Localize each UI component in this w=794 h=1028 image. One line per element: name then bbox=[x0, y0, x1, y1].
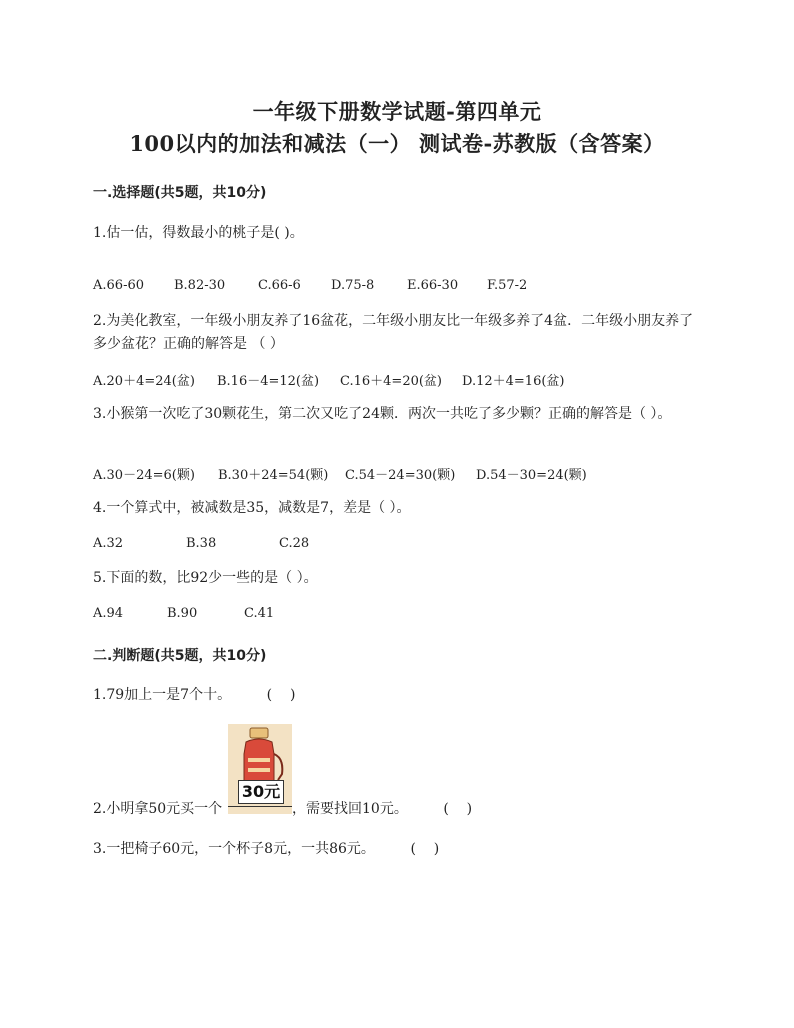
option: C.16＋4=20(盆) bbox=[340, 374, 443, 389]
option: D.75-8 bbox=[331, 278, 375, 293]
judgement-1: 1.79加上一是7个十。 ( ) bbox=[93, 687, 296, 703]
option: C.66-6 bbox=[258, 278, 301, 293]
option: C.41 bbox=[244, 606, 275, 621]
option: A.30－24=6(颗) bbox=[93, 468, 195, 483]
options-q3 bbox=[93, 464, 587, 483]
bottle-stripe bbox=[248, 758, 270, 762]
option: A.66-60 bbox=[93, 278, 144, 293]
option: C.54－24=30(颗) bbox=[345, 468, 456, 483]
bottle-cap bbox=[250, 728, 268, 738]
answer-blank-underline bbox=[228, 806, 292, 807]
bottle-stripe bbox=[248, 768, 270, 772]
title-line-2: 100以内的加法和减法（一） 测试卷-苏教版（含答案） bbox=[129, 131, 665, 156]
option: B.38 bbox=[186, 536, 217, 551]
judgement-2-after: ，需要找回10元。 ( ) bbox=[292, 801, 473, 817]
option: A.32 bbox=[93, 536, 124, 551]
price-tag: 30元 bbox=[238, 780, 284, 804]
option: D.12＋4=16(盆) bbox=[462, 374, 565, 389]
question-3: 3.小猴第一次吃了30颗花生，第二次又吃了24颗．两次一共吃了多少颗？正确的解答是（ ）。 bbox=[93, 406, 672, 422]
section-heading-judgement: 二.判断题(共5题，共10分) bbox=[93, 648, 267, 664]
option: B.16－4=12(盆) bbox=[217, 374, 320, 389]
option: B.30＋24=54(颗) bbox=[218, 468, 329, 483]
judgement-3: 3.一把椅子60元，一个杯子8元，一共86元。 ( ) bbox=[93, 841, 440, 857]
option: A.94 bbox=[93, 606, 124, 621]
section-heading-choice: 一.选择题(共5题，共10分) bbox=[93, 185, 267, 201]
option: B.82-30 bbox=[174, 278, 226, 293]
option: F.57-2 bbox=[487, 278, 528, 293]
options-q5 bbox=[93, 606, 274, 621]
option: D.54－30=24(颗) bbox=[476, 468, 587, 483]
question-2: 2.为美化教室，一年级小朋友养了16盆花，二年级小朋友比一年级多养了4盆．二年级小朋友养了多少盆花？正确的解答是 （ ） bbox=[93, 313, 694, 352]
title-line-1: 一年级下册数学试题-第四单元 bbox=[252, 99, 542, 124]
option: B.90 bbox=[167, 606, 198, 621]
options-q4 bbox=[93, 536, 309, 551]
question-5: 5.下面的数，比92少一些的是（ ）。 bbox=[93, 570, 318, 586]
question-1: 1.估一估，得数最小的桃子是( )。 bbox=[93, 225, 304, 241]
question-4: 4.一个算式中，被减数是35，减数是7，差是（ ）。 bbox=[93, 500, 411, 516]
options-q2 bbox=[93, 370, 564, 389]
option: C.28 bbox=[279, 536, 310, 551]
option: A.20＋4=24(盆) bbox=[93, 374, 195, 389]
options-q1 bbox=[93, 278, 527, 293]
judgement-2-before: 2.小明拿50元买一个 bbox=[93, 801, 223, 817]
option: E.66-30 bbox=[407, 278, 459, 293]
